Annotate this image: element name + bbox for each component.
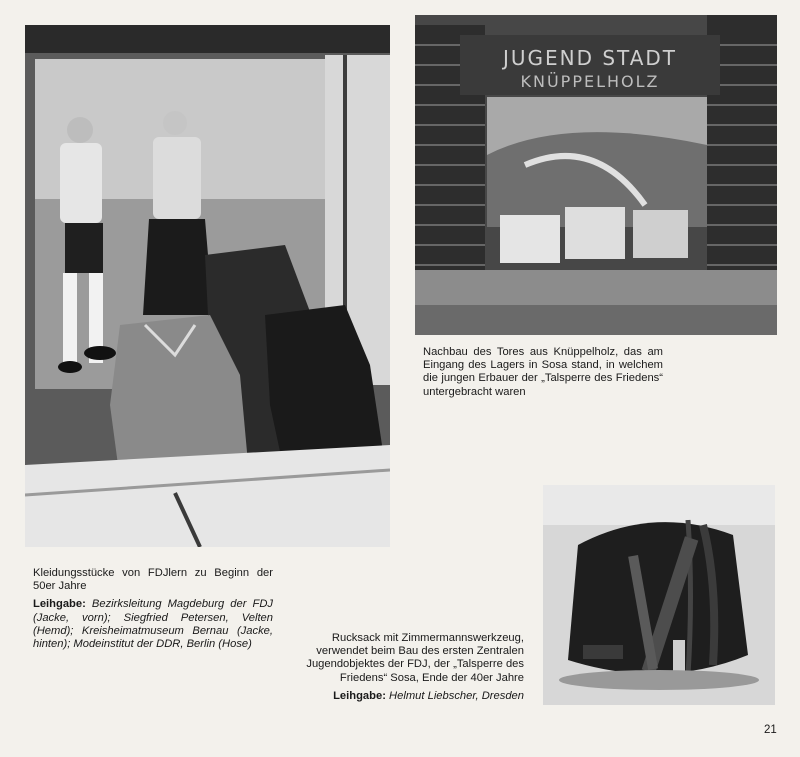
caption-clothing bbox=[33, 567, 273, 651]
caption-backpack-title: Rucksack mit Zimmermannswerkzeug, verwendet beim Bau des ersten Zentralen Jugendobjektes der FDJ, der „Talsperre des Friedens“ Sosa, Ende der 40er Jahre bbox=[306, 632, 524, 684]
gate-sign-line1: JUGEND STADT bbox=[502, 46, 678, 70]
photo-fdj-clothing-display bbox=[25, 25, 390, 547]
caption-gate-title: Nachbau des Tores aus Knüppelholz, das am Eingang des Lagers in Sosa stand, in welchem die jungen Erbauer der „Talsperre des Friedens“ untergebracht waren bbox=[423, 346, 663, 398]
caption-gate bbox=[423, 346, 663, 399]
caption-backpack bbox=[300, 632, 524, 703]
lender-text: Bezirksleitung Magdeburg der FDJ (Jacke, vorn); Siegfried Petersen, Velten (Hemd); Kreisheimatmuseum Bernau (Jacke, hinten); Modeinstitut der DDR, Berlin (Hose) bbox=[33, 598, 273, 651]
caption-clothing-lender bbox=[33, 598, 273, 651]
photo-backpack-tools bbox=[543, 485, 775, 705]
lender-label: Leihgabe: bbox=[33, 598, 86, 611]
lender-label: Leihgabe: bbox=[333, 689, 386, 702]
clothing-photo-graphic bbox=[25, 25, 390, 547]
caption-backpack-lender bbox=[300, 690, 524, 703]
backpack-photo-graphic bbox=[543, 485, 775, 705]
gate-photo-graphic bbox=[415, 15, 777, 335]
lender-text: Helmut Liebscher, Dresden bbox=[389, 689, 524, 702]
gate-sign-line2: KNÜPPELHOLZ bbox=[520, 72, 660, 91]
page-number: 21 bbox=[764, 724, 777, 736]
caption-clothing-title: Kleidungsstücke von FDJlern zu Beginn der 50er Jahre bbox=[33, 567, 273, 593]
photo-log-gate-replica bbox=[415, 15, 777, 335]
